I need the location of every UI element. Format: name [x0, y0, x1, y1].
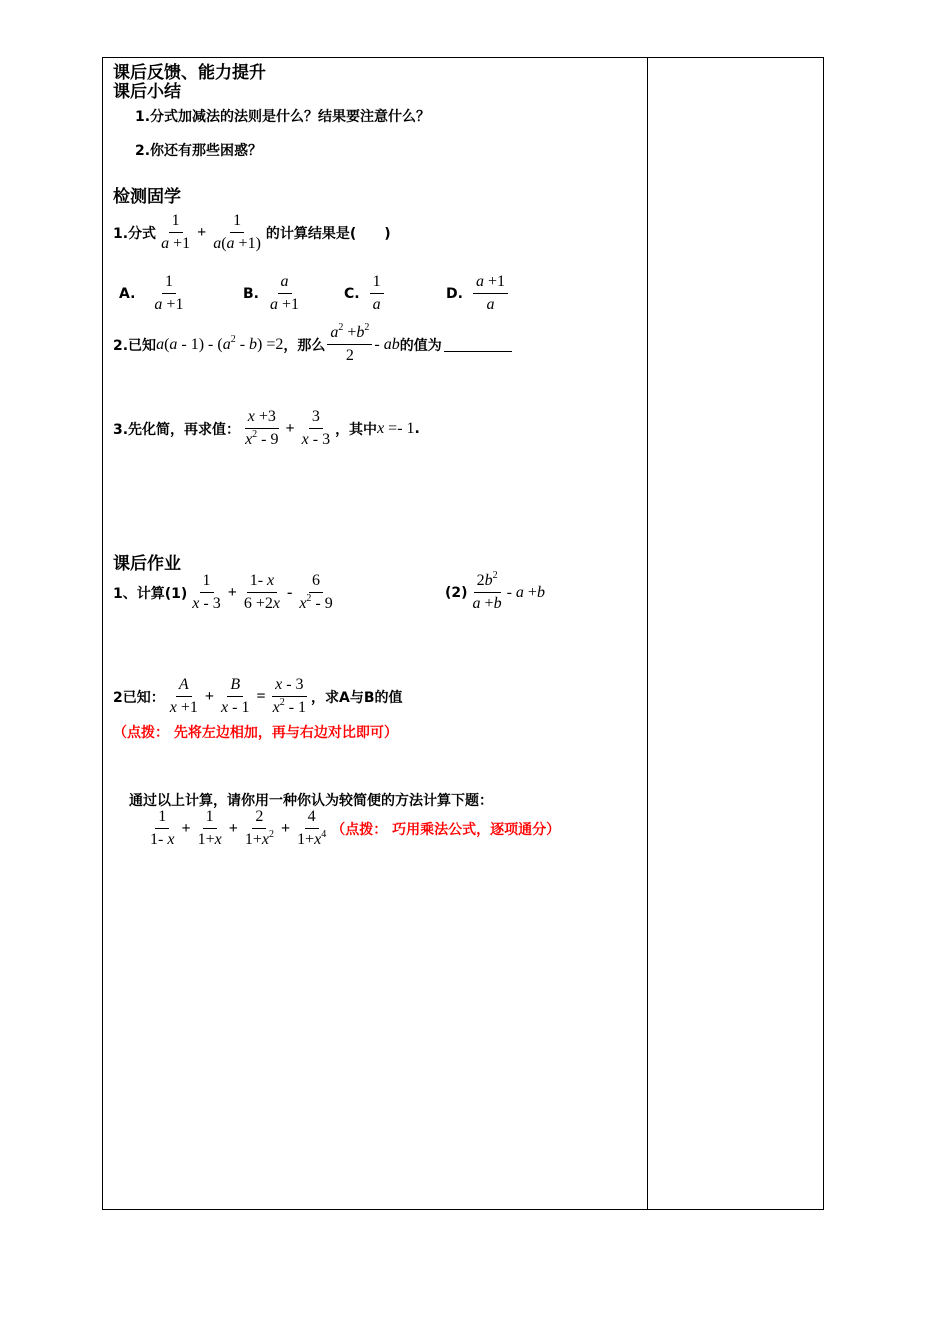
fraction: $\frac{1}{1+x}$ — [197, 808, 222, 848]
q2-prefix: 2.已知 — [113, 337, 157, 354]
fraction: $\frac{3}{x - 3}$ — [301, 408, 331, 448]
answer-blank[interactable] — [444, 337, 512, 352]
homework-question-2: 2已知： $\frac{A}{x +1}$ + $\frac{B}{x - 1}$ = $\frac{x - 3}{x^2 - 1}$ ，求A与B的值 — [113, 676, 403, 716]
q3-mid: ，其中 — [335, 421, 378, 438]
q2-suffix: 的值为 — [399, 337, 442, 354]
fraction: $\frac{1}{a}$ — [370, 273, 384, 314]
hint-1: （点拨： 先将左边相加，再与右边对比即可） — [113, 725, 398, 741]
feedback-title: 课后反馈、能力提升 — [113, 63, 266, 83]
q3-prefix: 3.先化简，再求值： — [113, 421, 241, 438]
fraction: $\frac{1- x}{6 +2x}$ — [243, 572, 280, 612]
hw2-prefix: 2已知： — [113, 689, 165, 706]
fraction: $\frac{1}{a +1}$ — [154, 273, 184, 313]
test-title: 检测固学 — [113, 187, 181, 207]
table-column-divider — [647, 57, 648, 1210]
choice-c — [344, 273, 386, 314]
q3-end: . — [414, 420, 420, 437]
fraction: $\frac{1}{1- x}$ — [150, 808, 175, 848]
fraction: $\frac{a^2 +b^2}{2}$ — [327, 324, 372, 365]
homework-title: 课后作业 — [113, 554, 181, 574]
choice-b — [243, 273, 304, 314]
fraction: $\frac{1}{x - 3}$ — [192, 572, 221, 612]
summary-question-1: 1.分式加减法的法则是什么？结果要注意什么？ — [135, 109, 431, 125]
fraction: $\frac{1}{a +1}$ — [161, 212, 191, 252]
fraction: $\frac{a}{a +1}$ — [270, 273, 300, 313]
fraction: $\frac{x - 3}{x^2 - 1}$ — [272, 676, 307, 716]
homework-question-1: 1、计算(1) $\frac{1}{x - 3}$ + $\frac{1- x}{6 +2x}$ - $\frac{6}{x^2 - 9}$ — [113, 572, 338, 613]
test-question-2: 2.已知 $a(a - 1) - (a^2 - b) =2$ ，那么 $\frac{a^2 +b^2}{2}$ - ab 的值为 — [113, 324, 512, 365]
fraction: $\frac{A}{x +1}$ — [169, 676, 198, 716]
extra-problem-text: 通过以上计算，请你用一种你认为较简便的方法计算下题： — [129, 793, 493, 809]
q2-mid: ，那么 — [283, 337, 326, 354]
choice-a — [119, 273, 188, 314]
hw2-suffix: ，求A与B的值 — [311, 689, 403, 706]
choice-c-label: C. — [344, 285, 360, 302]
test-question-3: 3.先化简，再求值： $\frac{x +3}{x^2 - 9}$ + $\frac{3}{x - 3}$ ，其中 x =- 1 . — [113, 408, 420, 448]
choice-d-label: D. — [446, 285, 463, 302]
q1-prefix: 1.分式 — [113, 225, 157, 242]
fraction: $\frac{6}{x^2 - 9}$ — [299, 572, 333, 612]
fraction: $\frac{2}{1+x^2}$ — [244, 808, 274, 848]
fraction: $\frac{x +3}{x^2 - 9}$ — [245, 408, 279, 448]
hint-2: （点拨： 巧用乘法公式，逐项通分） — [331, 821, 561, 838]
fraction: $\frac{1}{a(a +1)}$ — [213, 212, 261, 252]
fraction: $\frac{a +1}{a}$ — [473, 273, 508, 314]
fraction: $\frac{4}{1+x^4}$ — [297, 808, 327, 848]
fraction: $\frac{2b^2}{a +b}$ — [472, 570, 502, 612]
choice-a-label: A. — [119, 285, 136, 302]
choice-d — [446, 273, 510, 314]
extra-problem-expression: $\frac{1}{1- x}$ + $\frac{1}{1+x}$ + $\frac{2}{1+x^2}$ + $\frac{4}{1+x^4}$ （点拨： 巧用乘法公式，逐项通分） — [145, 808, 560, 849]
homework-question-1-part-2: (2) $\frac{2b^2}{a +b}$ - a +b — [445, 570, 545, 612]
summary-question-2: 2.你还有那些困惑？ — [135, 143, 263, 159]
choice-b-label: B. — [243, 285, 259, 302]
test-question-1: 1.分式 $\frac{1}{a +1}$ + $\frac{1}{a(a +1)}$ 的计算结果是( ) — [113, 212, 391, 252]
summary-title: 课后小结 — [113, 82, 181, 102]
fraction: $\frac{B}{x - 1}$ — [221, 676, 250, 716]
q1-suffix: 的计算结果是( ) — [265, 225, 391, 242]
hw1-part2-label: (2) — [445, 584, 468, 601]
hw1-prefix: 1、计算(1) — [113, 585, 188, 602]
